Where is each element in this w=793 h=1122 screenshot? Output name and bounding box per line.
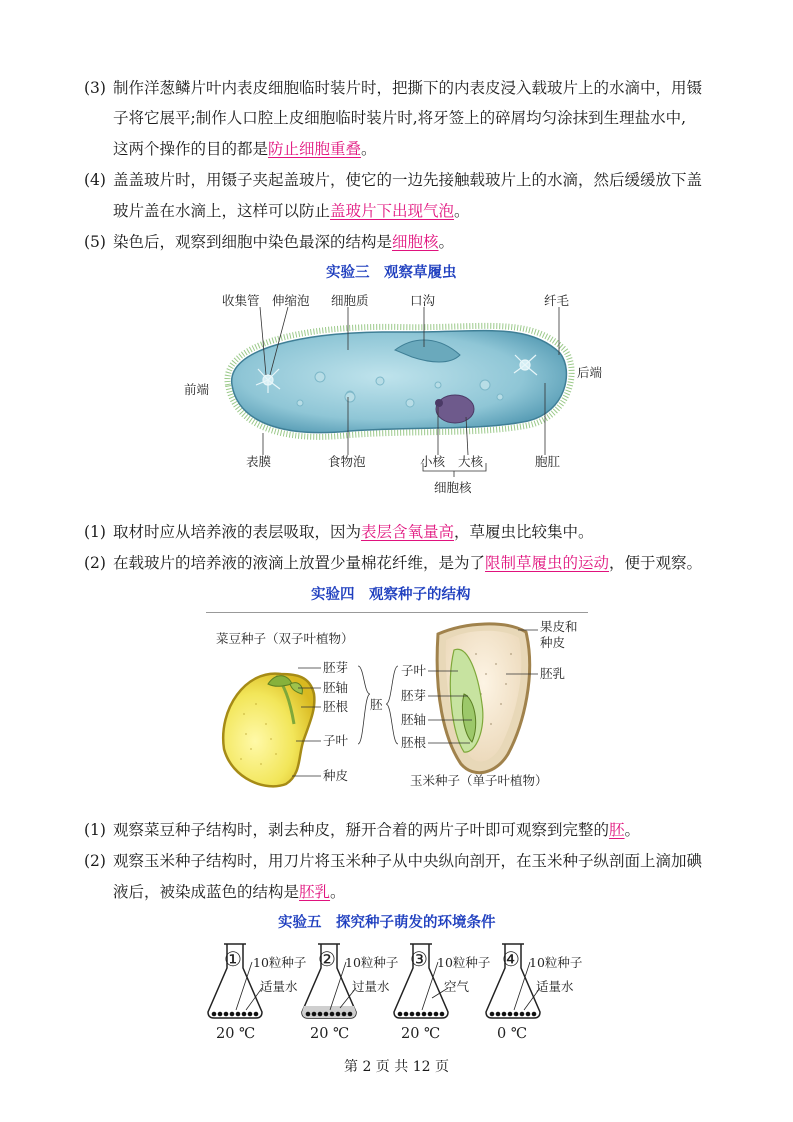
seed-figure-top-border bbox=[206, 612, 588, 613]
exp3-q2-number: (2) bbox=[84, 554, 106, 572]
bean-label-hypocotyl: 胚轴 bbox=[323, 680, 349, 695]
label-micronucleus: 小核 bbox=[420, 454, 446, 469]
answer-limit-movement: 限制草履虫的运动 bbox=[485, 554, 610, 572]
corn-label-hypocotyl: 胚轴 bbox=[401, 712, 427, 727]
corn-label-seed-coat: 种皮 bbox=[540, 635, 566, 650]
text-segment: ，草履虫比较集中。 bbox=[454, 523, 594, 541]
flask-2-number: ② bbox=[318, 947, 336, 971]
label-anal-pore: 胞肛 bbox=[535, 454, 561, 469]
text-segment: 。 bbox=[438, 233, 455, 251]
q4-line-1 bbox=[113, 170, 702, 190]
corn-seed-caption: 玉米种子（单子叶植物） bbox=[410, 773, 548, 788]
bean-label-plumule: 胚芽 bbox=[323, 660, 349, 675]
flask-2-seeds: 10粒种子 bbox=[345, 955, 399, 970]
q5-line-1 bbox=[113, 232, 454, 252]
q4-number: (4) bbox=[84, 171, 106, 189]
flask-1-condition: 适量水 bbox=[260, 979, 298, 994]
flask-1-seeds: 10粒种子 bbox=[253, 955, 307, 970]
label-contractile-vacuole: 伸缩泡 bbox=[272, 293, 310, 308]
exp5-title: 实验五 探究种子萌发的环境条件 bbox=[278, 915, 496, 931]
flask-3-condition: 空气 bbox=[444, 979, 470, 994]
corn-label-radicle: 胚根 bbox=[401, 735, 427, 750]
label-rear-end: 后端 bbox=[577, 365, 603, 380]
q5-number: (5) bbox=[84, 233, 106, 251]
q4-line-2 bbox=[113, 201, 470, 221]
text-segment: 液后，被染成蓝色的结构是 bbox=[113, 883, 300, 901]
exp3-q1-number: (1) bbox=[84, 523, 106, 541]
text-segment: 。 bbox=[454, 202, 470, 220]
exp3-title: 实验三 观察草履虫 bbox=[326, 265, 457, 281]
flask-3-number: ③ bbox=[410, 947, 428, 971]
label-cilia: 纤毛 bbox=[544, 293, 570, 308]
exp4-q1-line bbox=[113, 820, 640, 840]
text-segment: 制作洋葱鳞片叶内表皮细胞临时装片时，把撕下的内表皮浸入载玻片上的水滴中，用镊 bbox=[113, 79, 703, 97]
bean-label-cotyledon: 子叶 bbox=[323, 733, 349, 748]
text-segment: 子将它展平;制作人口腔上皮细胞临时装片时,将牙签上的碎屑均匀涂抹到生理盐水中, bbox=[113, 109, 687, 127]
answer-embryo: 胚 bbox=[609, 821, 625, 839]
exp3-q1-line bbox=[113, 522, 594, 542]
paramecium-body bbox=[232, 331, 567, 433]
answer-prevent-overlap: 防止细胞重叠 bbox=[268, 140, 362, 158]
flask-4-temp: 0 ℃ bbox=[497, 1026, 528, 1042]
label-cytoplasm: 细胞质 bbox=[331, 293, 369, 308]
exp4-q2-number: (2) bbox=[84, 852, 106, 870]
flask-4-number: ④ bbox=[502, 947, 520, 971]
q3-line-3 bbox=[113, 139, 377, 159]
text-segment: 这两个操作的目的都是 bbox=[113, 140, 269, 158]
embryo-label: 胚 bbox=[370, 697, 383, 712]
bean-seed-caption: 菜豆种子（双子叶植物） bbox=[216, 631, 354, 646]
text-segment: 。 bbox=[361, 140, 377, 158]
flask-2-temp: 20 ℃ bbox=[310, 1026, 350, 1042]
label-membrane: 表膜 bbox=[246, 454, 272, 469]
label-macronucleus: 大核 bbox=[458, 454, 484, 469]
answer-nucleus: 细胞核 bbox=[392, 233, 439, 251]
flask-4-seeds: 10粒种子 bbox=[529, 955, 583, 970]
flask-4-condition: 适量水 bbox=[536, 979, 574, 994]
corn-label-pericarp: 果皮和 bbox=[540, 619, 578, 634]
corn-label-endosperm: 胚乳 bbox=[540, 666, 566, 681]
exp4-title: 实验四 观察种子的结构 bbox=[311, 587, 471, 603]
micronucleus bbox=[435, 399, 443, 407]
exp4-q2-line-1 bbox=[113, 851, 702, 871]
flask-1-temp: 20 ℃ bbox=[216, 1026, 256, 1042]
macronucleus bbox=[436, 395, 474, 423]
bean-label-seed-coat: 种皮 bbox=[323, 768, 349, 783]
text-segment: 取材时应从培养液的表层吸取，因为 bbox=[113, 523, 362, 541]
label-collector-tube: 收集管 bbox=[222, 293, 260, 308]
text-segment: 。 bbox=[624, 821, 641, 839]
corn-label-plumule: 胚芽 bbox=[401, 688, 427, 703]
text-segment: 。 bbox=[330, 883, 346, 901]
flask-1-number: ① bbox=[224, 947, 242, 971]
answer-bubbles: 盖玻片下出现气泡 bbox=[330, 202, 455, 220]
q3-line-1 bbox=[113, 78, 702, 98]
flask-3-temp: 20 ℃ bbox=[401, 1026, 441, 1042]
q3-number: (3) bbox=[84, 79, 106, 97]
flask-3-seeds: 10粒种子 bbox=[437, 955, 491, 970]
bean-label-radicle: 胚根 bbox=[323, 699, 349, 714]
exp4-q1-number: (1) bbox=[84, 821, 106, 839]
text-segment: 观察菜豆种子结构时，剥去种皮，掰开合着的两片子叶即可观察到完整的 bbox=[113, 821, 610, 839]
page-footer: 第 2 页 共 12 页 bbox=[344, 1059, 449, 1075]
flask-2-condition: 过量水 bbox=[352, 979, 390, 994]
text-segment: 盖盖玻片时，用镊子夹起盖玻片，使它的一边先接触载玻片上的水滴，然后缓缓放下盖 bbox=[113, 171, 703, 189]
text-segment: 玻片盖在水滴上，这样可以防止 bbox=[113, 202, 331, 220]
text-segment: 在载玻片的培养液的液滴上放置少量棉花纤维，是为了 bbox=[113, 554, 486, 572]
exp4-q2-line-2 bbox=[113, 882, 346, 902]
flask-2-water bbox=[302, 1006, 356, 1018]
text-segment: 观察玉米种子结构时，用刀片将玉米种子从中央纵向剖开，在玉米种子纵剖面上滴加碘 bbox=[113, 852, 703, 870]
label-oral-groove: 口沟 bbox=[410, 293, 436, 308]
exp3-q2-line bbox=[113, 553, 702, 573]
answer-endosperm: 胚乳 bbox=[299, 883, 331, 901]
label-front-end: 前端 bbox=[184, 382, 210, 397]
text-segment: 染色后，观察到细胞中染色最深的结构是 bbox=[113, 233, 393, 251]
label-nucleus: 细胞核 bbox=[434, 480, 472, 495]
text-segment: ，便于观察。 bbox=[609, 554, 703, 572]
corn-label-cotyledon: 子叶 bbox=[401, 663, 427, 678]
q3-line-2 bbox=[113, 108, 686, 128]
answer-oxygen: 表层含氧量高 bbox=[361, 523, 455, 541]
label-food-vacuole: 食物泡 bbox=[328, 454, 366, 469]
